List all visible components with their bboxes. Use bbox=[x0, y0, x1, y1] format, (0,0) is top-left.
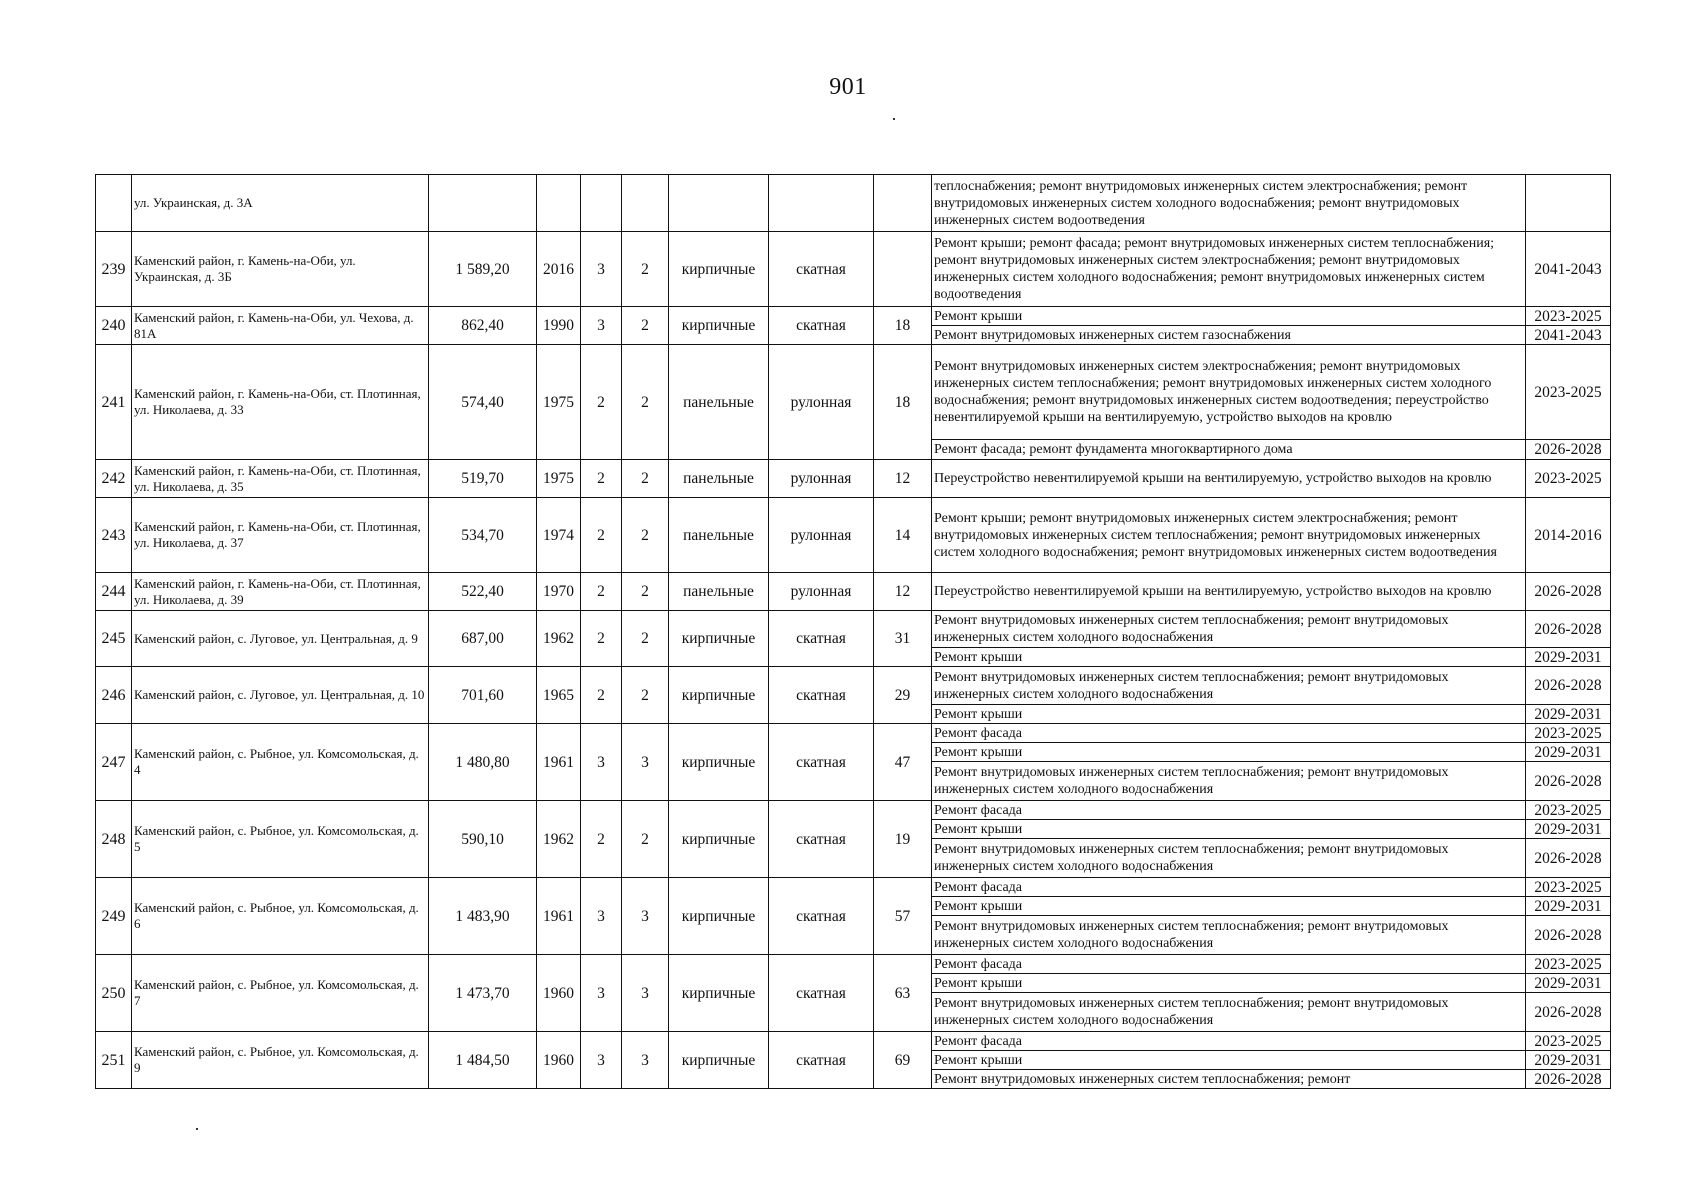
work-period-cell: 2029-2031 bbox=[1526, 648, 1611, 667]
entrances-cell: 2 bbox=[622, 307, 669, 345]
floors-cell: 3 bbox=[581, 232, 622, 307]
roof-cell: скатная bbox=[769, 878, 874, 955]
roof-cell: рулонная bbox=[769, 498, 874, 573]
work-period-cell: 2026-2028 bbox=[1526, 839, 1611, 878]
entrances-cell: 3 bbox=[622, 724, 669, 801]
entrances-cell: 3 bbox=[622, 955, 669, 1032]
floors-cell: 3 bbox=[581, 955, 622, 1032]
table-row bbox=[96, 175, 1611, 232]
row-number: 245 bbox=[96, 611, 132, 667]
address-cell: Каменский район, г. Камень-на-Оби, ст. Плотинная, ул. Николаева, д. 35 bbox=[132, 460, 429, 498]
table-row bbox=[96, 1032, 1611, 1051]
work-description-cell: Переустройство невентилируемой крыши на вентилируемую, устройство выходов на кровлю bbox=[932, 573, 1526, 611]
work-period-cell bbox=[1526, 175, 1611, 232]
work-description-cell: Ремонт внутридомовых инженерных систем теплоснабжения; ремонт внутридомовых инженерных систем холодного водоснабжения bbox=[932, 762, 1526, 801]
address-cell: Каменский район, г. Камень-на-Оби, ст. Плотинная, ул. Николаева, д. 37 bbox=[132, 498, 429, 573]
floors-cell: 2 bbox=[581, 611, 622, 667]
year-cell bbox=[537, 175, 581, 232]
address-cell: Каменский район, с. Луговое, ул. Центральная, д. 9 bbox=[132, 611, 429, 667]
work-period-cell: 2026-2028 bbox=[1526, 440, 1611, 460]
work-period-cell: 2029-2031 bbox=[1526, 897, 1611, 916]
address-cell: Каменский район, с. Рыбное, ул. Комсомольская, д. 4 bbox=[132, 724, 429, 801]
work-description-cell: Ремонт внутридомовых инженерных систем газоснабжения bbox=[932, 326, 1526, 345]
entrances-cell bbox=[622, 175, 669, 232]
floors-cell: 3 bbox=[581, 1032, 622, 1089]
year-cell: 1960 bbox=[537, 1032, 581, 1089]
year-cell: 1975 bbox=[537, 460, 581, 498]
table-row bbox=[96, 573, 1611, 611]
row-number: 246 bbox=[96, 667, 132, 724]
work-period-cell: 2026-2028 bbox=[1526, 573, 1611, 611]
area-cell: 1 483,90 bbox=[429, 878, 537, 955]
work-description-cell: Ремонт внутридомовых инженерных систем теплоснабжения; ремонт внутридомовых инженерных систем холодного водоснабжения bbox=[932, 839, 1526, 878]
work-description-cell: Ремонт внутридомовых инженерных систем электроснабжения; ремонт внутридомовых инженерных систем теплоснабжения; ремонт внутридомовых инженерных систем холодного водоснабжения; ремонт внутридомовых инженерных систем водоотведения; переустройство невентилируемой крыши на вентилируемую, устройство выходов на кровлю bbox=[932, 345, 1526, 440]
scan-speck bbox=[893, 118, 895, 120]
walls-cell bbox=[669, 175, 769, 232]
work-period-cell: 2023-2025 bbox=[1526, 460, 1611, 498]
apartments-cell bbox=[874, 175, 932, 232]
roof-cell: скатная bbox=[769, 724, 874, 801]
floors-cell: 2 bbox=[581, 345, 622, 460]
work-period-cell: 2023-2025 bbox=[1526, 801, 1611, 820]
page-number: 901 bbox=[829, 74, 867, 100]
table-row bbox=[96, 345, 1611, 440]
row-number: 250 bbox=[96, 955, 132, 1032]
walls-cell: панельные bbox=[669, 573, 769, 611]
housing-repair-table bbox=[95, 174, 1611, 1089]
roof-cell: рулонная bbox=[769, 460, 874, 498]
roof-cell: скатная bbox=[769, 667, 874, 724]
row-number: 251 bbox=[96, 1032, 132, 1089]
apartments-cell: 12 bbox=[874, 460, 932, 498]
year-cell: 1962 bbox=[537, 611, 581, 667]
floors-cell: 3 bbox=[581, 878, 622, 955]
entrances-cell: 2 bbox=[622, 611, 669, 667]
floors-cell: 2 bbox=[581, 498, 622, 573]
roof-cell: скатная bbox=[769, 1032, 874, 1089]
work-period-cell: 2026-2028 bbox=[1526, 611, 1611, 648]
row-number: 244 bbox=[96, 573, 132, 611]
work-period-cell: 2026-2028 bbox=[1526, 993, 1611, 1032]
work-period-cell: 2041-2043 bbox=[1526, 326, 1611, 345]
walls-cell: кирпичные bbox=[669, 878, 769, 955]
apartments-cell: 63 bbox=[874, 955, 932, 1032]
floors-cell: 2 bbox=[581, 573, 622, 611]
work-period-cell: 2023-2025 bbox=[1526, 1032, 1611, 1051]
area-cell: 687,00 bbox=[429, 611, 537, 667]
year-cell: 2016 bbox=[537, 232, 581, 307]
walls-cell: кирпичные bbox=[669, 955, 769, 1032]
work-description-cell: Ремонт внутридомовых инженерных систем теплоснабжения; ремонт внутридомовых инженерных систем холодного водоснабжения bbox=[932, 667, 1526, 705]
roof-cell: скатная bbox=[769, 232, 874, 307]
work-description-cell: Ремонт фасада; ремонт фундамента многоквартирного дома bbox=[932, 440, 1526, 460]
area-cell: 1 589,20 bbox=[429, 232, 537, 307]
work-description-cell: Ремонт фасада bbox=[932, 724, 1526, 743]
work-period-cell: 2041-2043 bbox=[1526, 232, 1611, 307]
work-period-cell: 2026-2028 bbox=[1526, 1070, 1611, 1089]
area-cell: 522,40 bbox=[429, 573, 537, 611]
address-cell: Каменский район, с. Рыбное, ул. Комсомольская, д. 5 bbox=[132, 801, 429, 878]
address-cell: Каменский район, г. Камень-на-Оби, ст. Плотинная, ул. Николаева, д. 39 bbox=[132, 573, 429, 611]
area-cell: 701,60 bbox=[429, 667, 537, 724]
work-description-cell: Ремонт крыши; ремонт внутридомовых инженерных систем электроснабжения; ремонт внутридомовых инженерных систем теплоснабжения; ремонт внутридомовых инженерных систем холодного водоснабжения; ремонт внутридомовых инженерных систем водоотведения bbox=[932, 498, 1526, 573]
area-cell: 534,70 bbox=[429, 498, 537, 573]
table-row bbox=[96, 611, 1611, 648]
roof-cell: скатная bbox=[769, 955, 874, 1032]
row-number: 249 bbox=[96, 878, 132, 955]
apartments-cell: 69 bbox=[874, 1032, 932, 1089]
work-description-cell: Ремонт внутридомовых инженерных систем теплоснабжения; ремонт внутридомовых инженерных систем холодного водоснабжения bbox=[932, 993, 1526, 1032]
work-description-cell: теплоснабжения; ремонт внутридомовых инженерных систем электроснабжения; ремонт внутридомовых инженерных систем холодного водоснабжения; ремонт внутридомовых инженерных систем водоотведения bbox=[932, 175, 1526, 232]
work-description-cell: Ремонт крыши bbox=[932, 705, 1526, 724]
work-period-cell: 2026-2028 bbox=[1526, 916, 1611, 955]
year-cell: 1960 bbox=[537, 955, 581, 1032]
walls-cell: кирпичные bbox=[669, 724, 769, 801]
roof-cell: скатная bbox=[769, 611, 874, 667]
year-cell: 1975 bbox=[537, 345, 581, 460]
floors-cell: 2 bbox=[581, 667, 622, 724]
area-cell: 574,40 bbox=[429, 345, 537, 460]
work-period-cell: 2029-2031 bbox=[1526, 743, 1611, 762]
apartments-cell: 47 bbox=[874, 724, 932, 801]
year-cell: 1962 bbox=[537, 801, 581, 878]
walls-cell: кирпичные bbox=[669, 667, 769, 724]
floors-cell: 2 bbox=[581, 801, 622, 878]
table-row bbox=[96, 460, 1611, 498]
table-row bbox=[96, 878, 1611, 897]
address-cell: Каменский район, с. Рыбное, ул. Комсомольская, д. 6 bbox=[132, 878, 429, 955]
roof-cell: скатная bbox=[769, 307, 874, 345]
floors-cell: 3 bbox=[581, 307, 622, 345]
row-number: 247 bbox=[96, 724, 132, 801]
year-cell: 1990 bbox=[537, 307, 581, 345]
walls-cell: панельные bbox=[669, 345, 769, 460]
walls-cell: кирпичные bbox=[669, 1032, 769, 1089]
apartments-cell: 12 bbox=[874, 573, 932, 611]
roof-cell: рулонная bbox=[769, 573, 874, 611]
table-row bbox=[96, 307, 1611, 326]
row-number: 242 bbox=[96, 460, 132, 498]
walls-cell: кирпичные bbox=[669, 611, 769, 667]
address-cell: Каменский район, г. Камень-на-Оби, ст. Плотинная, ул. Николаева, д. 33 bbox=[132, 345, 429, 460]
row-number: 248 bbox=[96, 801, 132, 878]
year-cell: 1974 bbox=[537, 498, 581, 573]
work-description-cell: Ремонт внутридомовых инженерных систем теплоснабжения; ремонт bbox=[932, 1070, 1526, 1089]
work-period-cell: 2026-2028 bbox=[1526, 667, 1611, 705]
apartments-cell: 18 bbox=[874, 307, 932, 345]
area-cell: 1 484,50 bbox=[429, 1032, 537, 1089]
area-cell: 519,70 bbox=[429, 460, 537, 498]
roof-cell: рулонная bbox=[769, 345, 874, 460]
apartments-cell: 31 bbox=[874, 611, 932, 667]
year-cell: 1961 bbox=[537, 724, 581, 801]
year-cell: 1970 bbox=[537, 573, 581, 611]
address-cell: ул. Украинская, д. 3А bbox=[132, 175, 429, 232]
work-description-cell: Ремонт крыши; ремонт фасада; ремонт внутридомовых инженерных систем теплоснабжения; ремонт внутридомовых инженерных систем электроснабжения; ремонт внутридомовых инженерных систем холодного водоснабжения; ремонт внутридомовых инженерных систем водоотведения bbox=[932, 232, 1526, 307]
floors-cell: 3 bbox=[581, 724, 622, 801]
apartments-cell: 18 bbox=[874, 345, 932, 460]
work-description-cell: Ремонт крыши bbox=[932, 743, 1526, 762]
work-period-cell: 2029-2031 bbox=[1526, 974, 1611, 993]
row-number bbox=[96, 175, 132, 232]
address-cell: Каменский район, с. Рыбное, ул. Комсомольская, д. 9 bbox=[132, 1032, 429, 1089]
entrances-cell: 2 bbox=[622, 573, 669, 611]
area-cell: 862,40 bbox=[429, 307, 537, 345]
year-cell: 1961 bbox=[537, 878, 581, 955]
area-cell: 1 480,80 bbox=[429, 724, 537, 801]
row-number: 240 bbox=[96, 307, 132, 345]
entrances-cell: 3 bbox=[622, 1032, 669, 1089]
walls-cell: кирпичные bbox=[669, 232, 769, 307]
work-period-cell: 2029-2031 bbox=[1526, 820, 1611, 839]
row-number: 243 bbox=[96, 498, 132, 573]
walls-cell: панельные bbox=[669, 460, 769, 498]
entrances-cell: 2 bbox=[622, 232, 669, 307]
work-description-cell: Ремонт фасада bbox=[932, 801, 1526, 820]
work-period-cell: 2023-2025 bbox=[1526, 724, 1611, 743]
work-description-cell: Ремонт крыши bbox=[932, 648, 1526, 667]
work-description-cell: Переустройство невентилируемой крыши на вентилируемую, устройство выходов на кровлю bbox=[932, 460, 1526, 498]
floors-cell bbox=[581, 175, 622, 232]
work-description-cell: Ремонт крыши bbox=[932, 897, 1526, 916]
entrances-cell: 2 bbox=[622, 345, 669, 460]
work-description-cell: Ремонт внутридомовых инженерных систем теплоснабжения; ремонт внутридомовых инженерных систем холодного водоснабжения bbox=[932, 611, 1526, 648]
apartments-cell: 29 bbox=[874, 667, 932, 724]
work-description-cell: Ремонт крыши bbox=[932, 820, 1526, 839]
area-cell: 1 473,70 bbox=[429, 955, 537, 1032]
apartments-cell: 57 bbox=[874, 878, 932, 955]
apartments-cell: 14 bbox=[874, 498, 932, 573]
work-period-cell: 2014-2016 bbox=[1526, 498, 1611, 573]
address-cell: Каменский район, г. Камень-на-Оби, ул. Чехова, д. 81А bbox=[132, 307, 429, 345]
work-description-cell: Ремонт фасада bbox=[932, 1032, 1526, 1051]
work-description-cell: Ремонт крыши bbox=[932, 1051, 1526, 1070]
work-period-cell: 2026-2028 bbox=[1526, 762, 1611, 801]
entrances-cell: 2 bbox=[622, 801, 669, 878]
address-cell: Каменский район, с. Рыбное, ул. Комсомольская, д. 7 bbox=[132, 955, 429, 1032]
work-period-cell: 2023-2025 bbox=[1526, 955, 1611, 974]
walls-cell: панельные bbox=[669, 498, 769, 573]
apartments-cell: 19 bbox=[874, 801, 932, 878]
roof-cell bbox=[769, 175, 874, 232]
walls-cell: кирпичные bbox=[669, 801, 769, 878]
work-period-cell: 2029-2031 bbox=[1526, 705, 1611, 724]
entrances-cell: 2 bbox=[622, 667, 669, 724]
entrances-cell: 3 bbox=[622, 878, 669, 955]
table-row bbox=[96, 232, 1611, 307]
work-period-cell: 2023-2025 bbox=[1526, 878, 1611, 897]
walls-cell: кирпичные bbox=[669, 307, 769, 345]
address-cell: Каменский район, г. Камень-на-Оби, ул. Украинская, д. 3Б bbox=[132, 232, 429, 307]
work-description-cell: Ремонт фасада bbox=[932, 955, 1526, 974]
roof-cell: скатная bbox=[769, 801, 874, 878]
row-number: 241 bbox=[96, 345, 132, 460]
table-row bbox=[96, 955, 1611, 974]
table-row bbox=[96, 801, 1611, 820]
work-description-cell: Ремонт крыши bbox=[932, 307, 1526, 326]
entrances-cell: 2 bbox=[622, 460, 669, 498]
work-period-cell: 2029-2031 bbox=[1526, 1051, 1611, 1070]
apartments-cell bbox=[874, 232, 932, 307]
work-description-cell: Ремонт крыши bbox=[932, 974, 1526, 993]
area-cell: 590,10 bbox=[429, 801, 537, 878]
table-row bbox=[96, 724, 1611, 743]
address-cell: Каменский район, с. Луговое, ул. Центральная, д. 10 bbox=[132, 667, 429, 724]
work-period-cell: 2023-2025 bbox=[1526, 307, 1611, 326]
year-cell: 1965 bbox=[537, 667, 581, 724]
floors-cell: 2 bbox=[581, 460, 622, 498]
work-description-cell: Ремонт внутридомовых инженерных систем теплоснабжения; ремонт внутридомовых инженерных систем холодного водоснабжения bbox=[932, 916, 1526, 955]
entrances-cell: 2 bbox=[622, 498, 669, 573]
row-number: 239 bbox=[96, 232, 132, 307]
area-cell bbox=[429, 175, 537, 232]
work-description-cell: Ремонт фасада bbox=[932, 878, 1526, 897]
table-row bbox=[96, 498, 1611, 573]
table-row bbox=[96, 667, 1611, 705]
scan-speck bbox=[196, 1128, 198, 1130]
work-period-cell: 2023-2025 bbox=[1526, 345, 1611, 440]
